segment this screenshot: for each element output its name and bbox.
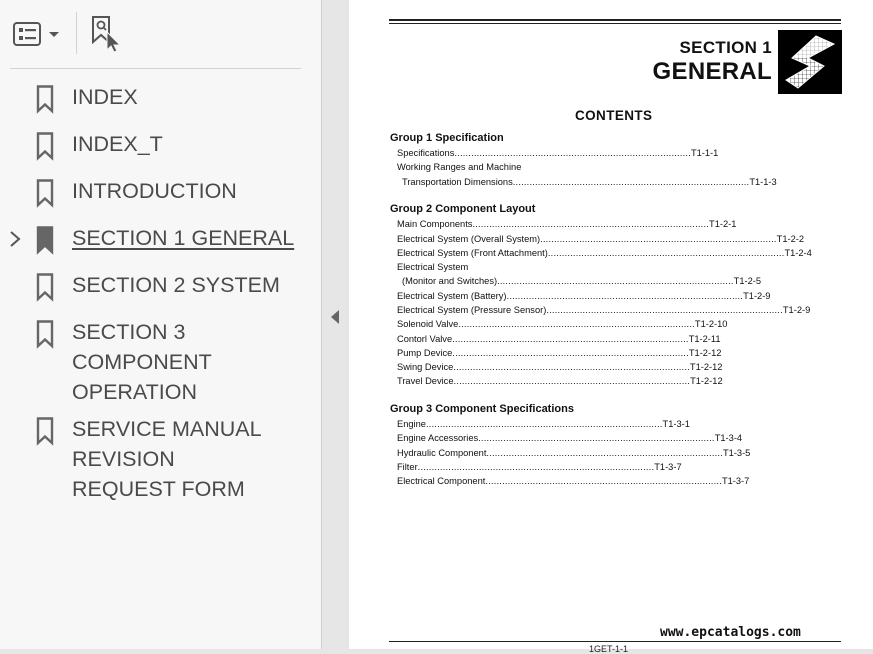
toolbar-separator [76, 12, 77, 54]
bookmark-item-introduction[interactable] [0, 176, 321, 207]
header-rule-bottom [389, 23, 841, 24]
bookmark-label: SECTION 1 GENERAL [72, 226, 295, 250]
bookmark-label: INTRODUCTION [72, 179, 237, 203]
footer-rule [389, 641, 841, 642]
contents-title: CONTENTS [575, 108, 653, 123]
bookmark-icon [36, 417, 54, 445]
toc-entry[interactable]: Electrical System (Overall System) ..................................................................................... T1-2-2 [397, 234, 805, 244]
bookmark-icon [36, 226, 54, 254]
group-title: Group 1 Specification [390, 132, 504, 144]
bookmarks-panel [0, 0, 322, 649]
bookmark-item-index-t[interactable] [0, 129, 321, 160]
find-current-bookmark-icon [90, 15, 124, 53]
toc-entry[interactable]: Contorl Valve ..................................................................................... T1-2-11 [397, 334, 721, 344]
bookmark-list [0, 82, 321, 504]
bookmark-icon [36, 273, 54, 301]
bookmark-label: INDEX [72, 85, 138, 109]
toc-entry[interactable]: Electrical System (Battery) ..................................................................................... T1-2-9 [397, 291, 771, 301]
toc-entry[interactable]: Transportation Dimensions ..................................................................................... T1-1-3 [402, 177, 777, 187]
toc-entry[interactable]: Electrical System (Pressure Sensor) ..................................................................................... T1-2-9 [397, 305, 811, 315]
toc-entry[interactable]: Engine ..................................................................................... T1-3-1 [397, 419, 690, 429]
toc-entry[interactable]: Working Ranges and Machine [397, 162, 522, 172]
bookmark-item-section-2-system[interactable] [0, 270, 321, 301]
section-logo-icon [778, 30, 842, 94]
footer-url: www.epcatalogs.com [660, 625, 801, 640]
bookmark-label: SECTION 3 COMPONENT OPERATION [72, 320, 212, 404]
toc-entry[interactable]: Electrical System (Front Attachment) ..................................................................................... T1-2-4 [397, 248, 812, 258]
bookmark-icon [36, 320, 54, 348]
toc-entry[interactable]: Solenoid Valve ..................................................................................... T1-2-10 [397, 319, 728, 329]
bookmark-icon [36, 179, 54, 207]
bookmark-item-index[interactable] [0, 82, 321, 113]
toc-entry[interactable]: (Monitor and Switches) ..................................................................................... T1-2-5 [402, 276, 762, 286]
toc-entry[interactable]: Filter ..................................................................................... T1-3-7 [397, 462, 682, 472]
document-page [349, 0, 873, 654]
chevron-right-icon[interactable] [8, 230, 22, 248]
find-current-bookmark-button[interactable] [90, 14, 124, 54]
toc-entry[interactable]: Electrical System [397, 262, 469, 272]
toc-entry[interactable]: Travel Device ..................................................................................... T1-2-12 [397, 376, 723, 386]
group-title: Group 3 Component Specifications [390, 403, 574, 415]
toc-entry[interactable]: Pump Device ..................................................................................... T1-2-12 [397, 348, 722, 358]
bookmark-label: SECTION 2 SYSTEM [72, 273, 280, 297]
bookmark-options-button[interactable] [12, 14, 62, 54]
toc-entry[interactable]: Hydraulic Component ..................................................................................... T1-3-5 [397, 448, 751, 458]
toc-entry[interactable]: Main Components ..................................................................................... T1-2-1 [397, 219, 737, 229]
bookmark-options-icon [12, 19, 62, 49]
header-rule-top [389, 19, 841, 21]
section-number: SECTION 1 [679, 38, 772, 57]
toolbar-divider [10, 68, 301, 69]
bookmark-item-section-3-component-operation[interactable] [0, 317, 321, 407]
toc-entry[interactable]: Specifications ..................................................................................... T1-1-1 [397, 148, 719, 158]
section-logo [778, 30, 842, 94]
bookmark-item-service-manual-revision-request-form[interactable] [0, 414, 321, 504]
toc-entry[interactable]: Engine Accessories ..................................................................................... T1-3-4 [397, 433, 743, 443]
group-title: Group 2 Component Layout [390, 203, 536, 215]
bookmark-label: INDEX_T [72, 132, 163, 156]
toc-entry[interactable]: Swing Device ..................................................................................... T1-2-12 [397, 362, 723, 372]
toc-entry[interactable]: Electrical Component ..................................................................................... T1-3-7 [397, 476, 750, 486]
footer-page-number: 1GET-1-1 [589, 644, 629, 654]
bookmark-icon [36, 132, 54, 160]
bookmark-icon [36, 85, 54, 113]
bookmark-item-section-1-general[interactable] [0, 223, 321, 254]
collapse-panel-icon[interactable] [327, 305, 343, 329]
bookmark-label: SERVICE MANUAL REVISION REQUEST FORM [72, 417, 261, 501]
section-name: GENERAL [652, 58, 772, 85]
